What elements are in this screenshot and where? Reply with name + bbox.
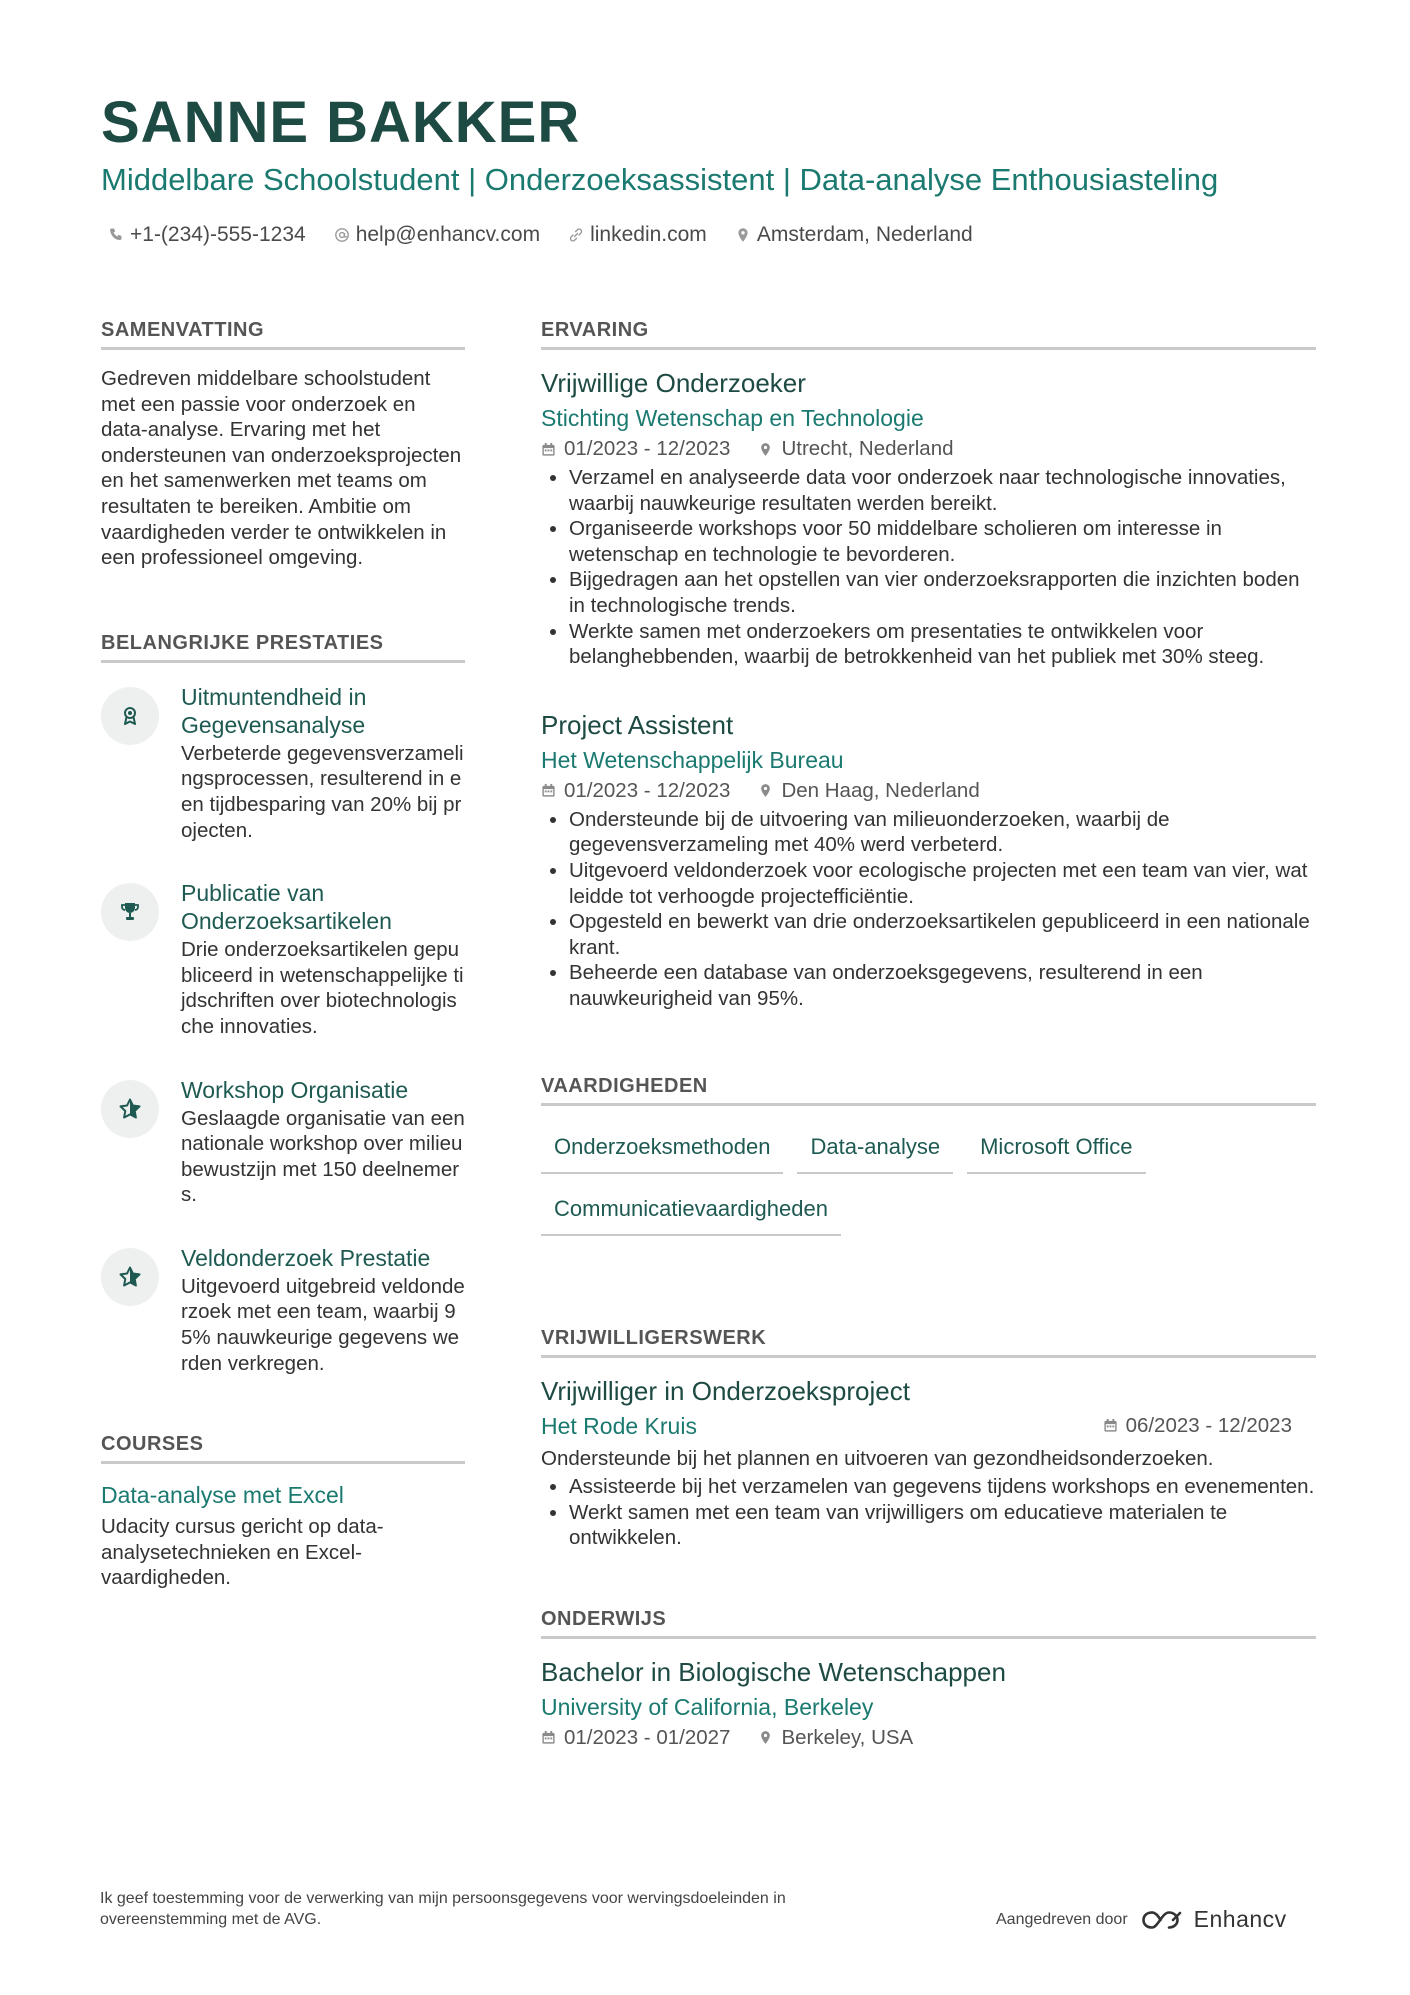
volunteer-dates-text: 06/2023 - 12/2023: [1125, 1413, 1292, 1437]
experience-section: [541, 318, 1316, 1012]
job-bullets: [541, 465, 1316, 670]
job-location-text: Den Haag, Nederland: [781, 778, 980, 802]
achievements-section: [101, 631, 465, 1377]
award-icon: [118, 704, 142, 728]
achievement-icon-wrap: [101, 687, 159, 745]
calendar-icon: [541, 783, 556, 798]
bullet-item: • Uitgevoerd veldonderzoek voor ecologische projecten met een team van vier, wat leidde tot verhoogde projectefficiëntie.: [569, 858, 1316, 909]
job-entry: [541, 366, 1316, 670]
achievement-desc: Geslaagde organisatie van een nationale workshop over milieubewustzijn met 150 deelnemers.: [181, 1106, 465, 1207]
candidate-name: SANNE BAKKER: [101, 90, 581, 155]
volunteer-entry: [541, 1374, 1316, 1551]
bullet-item: • Verzamel en analyseerde data voor onderzoek naar technologische innovaties, waarbij nauwkeurige resultaten werden bereikt.: [569, 465, 1316, 516]
achievement-desc: Uitgevoerd uitgebreid veldonderzoek met een team, waarbij 95% nauwkeurige gegevens werden verkregen.: [181, 1274, 465, 1375]
job-role: Project Assistent: [541, 709, 734, 740]
achievement-title: Veldonderzoek Prestatie: [181, 1244, 431, 1271]
job-dates: [541, 436, 730, 462]
achievement-body: [181, 1244, 465, 1376]
job-role: Vrijwillige Onderzoeker: [541, 368, 806, 398]
headline: Middelbare Schoolstudent | Onderzoeksassistent | Data-analyse Enthousiasteling: [101, 162, 1219, 197]
achievement-icon-wrap: [101, 1080, 159, 1138]
skill-tag: Microsoft Office: [967, 1126, 1145, 1174]
contact-phone: [108, 223, 306, 247]
job-organization: Het Wetenschappelijk Bureau: [541, 746, 844, 773]
education-degree: Bachelor in Biologische Wetenschappen: [541, 1656, 1006, 1687]
bullet-item: • Werkte samen met onderzoekers om presentaties te ontwikkelen voor belanghebbenden, waarbij de betrokkenheid van het publiek met 30% steeg.: [569, 619, 1316, 670]
skills-list: [541, 1126, 1316, 1236]
job-dates: [541, 778, 730, 804]
location-pin-icon: [735, 227, 751, 243]
job-dates-text: 01/2023 - 12/2023: [564, 437, 731, 460]
education-meta: [541, 1725, 1316, 1751]
job-location-text: Utrecht, Nederland: [781, 437, 954, 460]
volunteer-role: Vrijwilliger in Onderzoeksproject: [541, 1375, 910, 1406]
achievement-title: Publicatie van Onderzoeksartikelen: [181, 880, 392, 935]
education-entry: [541, 1655, 1316, 1751]
enhancv-logo[interactable]: [1140, 1906, 1287, 1933]
achievement-icon-wrap: [101, 1248, 159, 1306]
contact-linkedin[interactable]: [568, 223, 707, 247]
location-pin-icon: [758, 783, 773, 798]
link-icon: [568, 227, 584, 243]
right-column: [541, 318, 1316, 1751]
job-dates-text: 01/2023 - 12/2023: [564, 778, 731, 802]
skill-tag: Onderzoeksmethoden: [541, 1126, 783, 1174]
calendar-icon: [541, 1730, 556, 1745]
bullet-item: • Organiseerde workshops voor 50 middelbare scholieren om interesse in wetenschap en technologie te bevorderen.: [569, 516, 1316, 567]
achievement-item: [101, 879, 465, 1039]
courses-heading: COURSES: [101, 1432, 465, 1464]
summary-heading: SAMENVATTING: [101, 318, 465, 350]
job-bullets: [541, 807, 1316, 1012]
trophy-icon: [118, 900, 142, 924]
experience-heading: ERVARING: [541, 318, 1316, 350]
volunteer-description: Ondersteunde bij het plannen en uitvoeren van gezondheidsonderzoeken.: [541, 1446, 1214, 1470]
job-entry: [541, 708, 1316, 1012]
job-organization: Stichting Wetenschap en Technologie: [541, 405, 924, 431]
volunteer-section: [541, 1326, 1316, 1551]
brand-name: Enhancv: [1193, 1906, 1287, 1932]
job-meta: [541, 436, 1316, 462]
achievement-desc: Verbeterde gegevensverzamelingsprocessen, resulterend in een tijdbesparing van 20% bij projecten.: [181, 741, 464, 842]
volunteer-bullets: [541, 1474, 1316, 1551]
education-heading: ONDERWIJS: [541, 1607, 1316, 1639]
location-pin-icon: [758, 1730, 773, 1745]
star-icon: [118, 1265, 142, 1289]
education-location: [758, 1725, 913, 1751]
achievement-body: [181, 879, 465, 1039]
courses-section: [101, 1432, 465, 1591]
skills-heading: VAARDIGHEDEN: [541, 1074, 1316, 1106]
education-dates: [541, 1725, 730, 1751]
skill-tag: Data-analyse: [797, 1126, 953, 1174]
summary-text: Gedreven middelbare schoolstudent met een passie voor onderzoek en data-analyse. Ervaring met het ondersteunen van onderzoeksprojecten en het samenwerken met teams om resultaten te bereiken. Ambitie om vaardigheden verder te ontwikkelen in een professioneel omgeving.: [101, 367, 462, 570]
education-section: [541, 1607, 1316, 1751]
skill-tag: Communicatievaardigheden: [541, 1188, 841, 1236]
job-location: [758, 778, 979, 804]
volunteer-heading: VRIJWILLIGERSWERK: [541, 1326, 1316, 1358]
gdpr-consent-text: Ik geef toestemming voor de verwerking van mijn persoonsgegevens voor wervingsdoeleinden in overeenstemming met de AVG.: [100, 1890, 786, 1928]
contact-location: [735, 223, 973, 247]
location-pin-icon: [758, 442, 773, 457]
left-column: [101, 318, 465, 1591]
infinity-logo-icon: [1140, 1908, 1186, 1932]
education-school: University of California, Berkeley: [541, 1693, 874, 1720]
contact-email[interactable]: [334, 223, 540, 247]
job-location: [758, 436, 953, 462]
achievement-body: [181, 1076, 465, 1208]
at-icon: [334, 227, 350, 243]
education-location-text: Berkeley, USA: [781, 1725, 914, 1749]
calendar-icon: [1103, 1418, 1118, 1433]
calendar-icon: [541, 442, 556, 457]
achievements-heading: BELANGRIJKE PRESTATIES: [101, 631, 465, 663]
volunteer-org-row: [541, 1411, 1316, 1441]
achievement-body: [181, 683, 465, 843]
location-text: Amsterdam, Nederland: [756, 223, 973, 246]
powered-by-label: Aangedreven door: [996, 1910, 1128, 1928]
bullet-item: • Werkt samen met een team van vrijwilligers om educatieve materialen te ontwikkelen.: [569, 1500, 1316, 1551]
achievement-title: Uitmuntendheid in Gegevensanalyse: [181, 683, 367, 738]
achievement-title: Workshop Organisatie: [181, 1076, 409, 1103]
linkedin-text[interactable]: linkedin.com: [590, 223, 707, 246]
email-text[interactable]: help@enhancv.com: [355, 223, 541, 246]
star-icon: [118, 1097, 142, 1121]
summary-section: [101, 318, 465, 571]
phone-icon: [108, 227, 124, 243]
course-desc: Udacity cursus gericht op data-analysetechnieken en Excel-vaardigheden.: [101, 1515, 384, 1590]
volunteer-dates: [1103, 1414, 1292, 1438]
skills-section: [541, 1074, 1316, 1236]
job-meta: [541, 778, 1316, 804]
phone-text: +1-(234)-555-1234: [130, 223, 306, 246]
achievement-item: [101, 1244, 465, 1376]
bullet-item: • Assisteerde bij het verzamelen van gegevens tijdens workshops en evenementen.: [569, 1474, 1316, 1500]
course-title: Data-analyse met Excel: [101, 1482, 344, 1509]
bullet-item: • Opgesteld en bewerkt van drie onderzoeksartikelen gepubliceerd in een nationale krant.: [569, 909, 1316, 960]
bullet-item: • Ondersteunde bij de uitvoering van milieuonderzoeken, waarbij de gegevensverzameling met 40% werd verbeterd.: [569, 807, 1316, 858]
achievement-item: [101, 683, 465, 843]
achievement-item: [101, 1076, 465, 1208]
powered-by: [996, 1906, 1287, 1933]
bullet-item: • Bijgedragen aan het opstellen van vier onderzoeksrapporten die inzichten boden in technologische trends.: [569, 567, 1316, 618]
bullet-item: • Beheerde een database van onderzoeksgegevens, resulterend in een nauwkeurigheid van 95%.: [569, 960, 1316, 1011]
education-dates-text: 01/2023 - 01/2027: [564, 1725, 731, 1749]
achievement-desc: Drie onderzoeksartikelen gepubliceerd in wetenschappelijke tijdschriften over biotechnologische innovaties.: [181, 938, 464, 1038]
achievement-icon-wrap: [101, 883, 159, 941]
volunteer-organization: Het Rode Kruis: [541, 1412, 697, 1439]
contact-bar: [108, 220, 973, 250]
